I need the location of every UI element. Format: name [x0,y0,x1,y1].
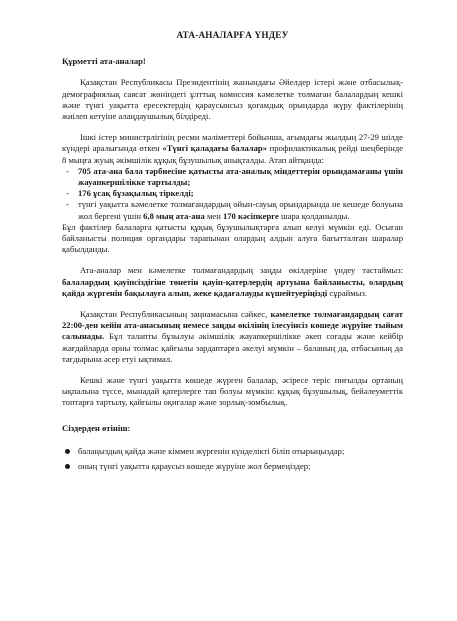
list-item-bold: 6,8 мың ата-ана [143,210,205,221]
paragraph-commission-concern: Қазақстан Республикасы Президентінің жанындағы Әйелдер істері және отбасылық-демографиялық саясат жөніндегі ұлттық комиссия кәмелетке толмаған балалардың кешкі және түнгі уақытта ересектердің қараусынсыз қоғамдық орындарда жүру фактілерінің жиілеп кетуіне алаңдаушылық білдіреді. [62,77,403,122]
bullet-icon [65,464,70,469]
paragraph-appeal-to-parents [62,265,403,299]
request-heading: Сіздерден өтініш: [62,422,131,433]
raid-name: «Түнгі қаладағы балалар» [162,143,268,154]
dash-marker: - [66,188,69,199]
list-item-text: оның түнгі уақытта қараусыз көшеде жүруіне жол бермеңіздер; [78,461,311,472]
list-item [78,461,403,472]
law-intro: Қазақстан Республикасының заңнамасына сәйкес, [80,309,271,320]
raid-outro: профилактикалық рейді шеңберінде 8 мыңға жуық әкімшілік құқық бұзушылық анықталды. Атап айтқанда: [62,143,404,165]
list-item [66,199,403,221]
list-item-bold: 705 ата-ана бала тәрбиесіне қатысты ата-аналық міндеттерін орындамағаны үшін жауапкершілікке тартылды; [78,165,403,188]
appeal-outro: сұраймыз. [327,287,368,298]
list-item [66,188,403,199]
dash-marker: - [66,165,69,176]
list-item-text: түнгі уақытта кәмелетке толмағандардың ойын-сауық орындарында не кешеде болуына жол бергені үшін [78,199,403,221]
list-item [78,446,403,457]
paragraph-risks: Кешкі және түнгі уақытта көшеде жүрген балалар, әсіресе теріс пиғылды ортаның ықпалына түссе, мынадай қатерлерге тап болуы мүмкін: құқық бұзушылық, бейәлеуметтік топтарға тартылу, қайғылы оқиғалар және зорлық-зомбылық. [62,375,403,408]
law-consequences: Бұл талапты бұзылуы әкімшілік жауапкершілікке әкеп соғады және кейбір жағдайларда орны толмас қайғылы зардаптарға әкелуі мүмкін – баланың да, отбасының да тағдырына әсер етуі ықтимал. [62,331,403,364]
paragraph-legislation [62,309,403,365]
greeting: Құрметті ата-аналар! [62,56,146,67]
curfew-rule: кәмелетке толмағандардың сағат 22:00-ден кейін ата-анасының немесе заңды өкілінің ілесуінсіз көшеде жүруіне тыйым салынады. [62,309,403,342]
paragraph-police-measures: Бұл фактілер балаларға қатысты құқық бұзушылықтарға алып келуі мүмкін еді. Осыған байланысты полиция органдары тарапынан олардың алдын алуға бағытталған шаралар қабылданды. [62,221,403,255]
list-item [66,165,403,188]
appeal-request: балалардың қауіпсіздігіне төнетін қауіп-қатерлердің артуына байланысты, олардың қайда жүргенін бақылауға алып, жеке қадағалауды күшейтуеріңізді [62,276,403,298]
requests-list [62,446,403,472]
dash-marker: - [66,199,69,210]
list-item-bold: 170 кәсіпкерге [222,210,279,221]
document-title: АТА-АНАЛАРҒА ҮНДЕУ [176,30,289,40]
list-item-text: мен [204,210,223,221]
violations-list [62,166,403,222]
paragraph-raid-results [62,132,403,166]
list-item-text: балаңыздың қайда және кіммен жүргенін күнделікті біліп отырыңыздар; [78,445,345,456]
bullet-icon [65,449,70,454]
list-item-bold: 176 ұсақ бұзақылық тіркелді; [78,188,194,199]
raid-intro: Ішкі істер министрлігінің ресми мәліметтері бойынша, ағымдағы жылдың 27-29 шілде күндері аралығында өткен [62,132,403,154]
appeal-intro: Ата-аналар мен кәмелетке толмағандардың заңды өкілдеріне үндеу тастаймыз: [80,265,403,276]
list-item-text: шара қолданылды. [278,210,350,221]
